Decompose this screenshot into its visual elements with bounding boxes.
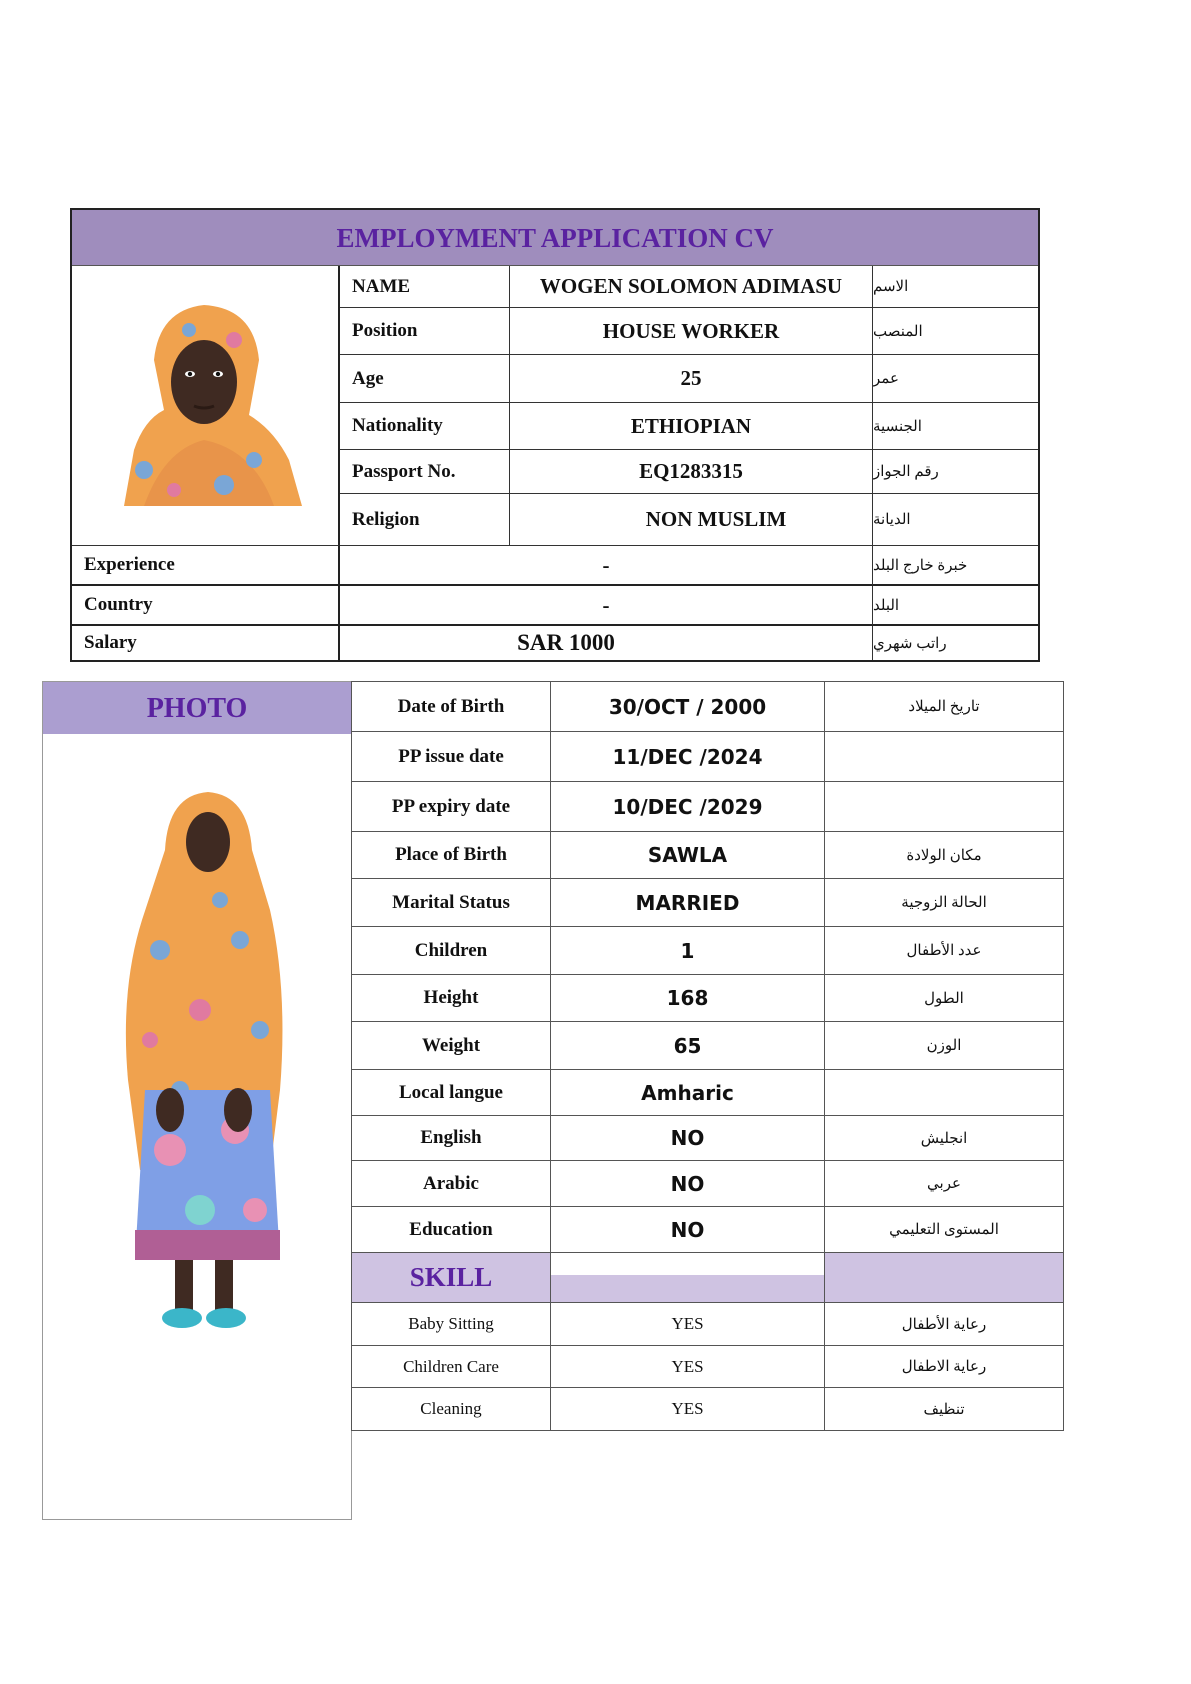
cv-title: EMPLOYMENT APPLICATION CV	[72, 210, 1038, 266]
children-arabic: عدد الأطفال	[825, 927, 1064, 975]
salary-label: Salary	[72, 626, 340, 660]
passport-label: Passport No.	[340, 450, 510, 494]
pp-expiry-label: PP expiry date	[351, 782, 551, 832]
dob-value: 30/OCT / 2000	[551, 681, 825, 732]
experience-arabic: خبرة خارج البلد	[873, 546, 1038, 586]
nationality-label: Nationality	[340, 403, 510, 450]
religion-arabic: الديانة	[873, 494, 1038, 546]
passport-arabic: رقم الجواز	[873, 450, 1038, 494]
weight-label: Weight	[351, 1022, 551, 1070]
skill-children-care-arabic: رعاية الاطفال	[825, 1346, 1064, 1388]
birthplace-value: SAWLA	[551, 832, 825, 879]
country-value: -	[340, 586, 873, 626]
pp-issue-label: PP issue date	[351, 732, 551, 782]
marital-arabic: الحالة الزوجية	[825, 879, 1064, 927]
local-language-arabic	[825, 1070, 1064, 1116]
country-arabic: البلد	[873, 586, 1038, 626]
pp-issue-value: 11/DEC /2024	[551, 732, 825, 782]
skill-baby-sitting-value: YES	[551, 1303, 825, 1346]
nationality-arabic: الجنسية	[873, 403, 1038, 450]
english-arabic: انجليش	[825, 1116, 1064, 1161]
experience-value: -	[340, 546, 873, 586]
english-value: NO	[551, 1116, 825, 1161]
height-arabic: الطول	[825, 975, 1064, 1022]
skill-header-blank	[551, 1253, 825, 1303]
country-label: Country	[72, 586, 340, 626]
nationality-value: ETHIOPIAN	[510, 403, 873, 450]
experience-label: Experience	[72, 546, 340, 586]
marital-label: Marital Status	[351, 879, 551, 927]
children-label: Children	[351, 927, 551, 975]
skill-baby-sitting-label: Baby Sitting	[351, 1303, 551, 1346]
education-label: Education	[351, 1207, 551, 1253]
skill-header-blank-ar	[825, 1253, 1064, 1303]
pp-expiry-value: 10/DEC /2029	[551, 782, 825, 832]
skill-baby-sitting-arabic: رعاية الأطفال	[825, 1303, 1064, 1346]
age-arabic: عمر	[873, 355, 1038, 403]
children-value: 1	[551, 927, 825, 975]
dob-arabic: تاريخ الميلاد	[825, 681, 1064, 732]
details-table	[351, 681, 1064, 1431]
skill-cleaning-arabic: تنظيف	[825, 1388, 1064, 1431]
age-label: Age	[340, 355, 510, 403]
name-value: WOGEN SOLOMON ADIMASU	[510, 266, 873, 308]
skill-children-care-value: YES	[551, 1346, 825, 1388]
arabic-value: NO	[551, 1161, 825, 1207]
salary-arabic: راتب شهري	[873, 635, 947, 652]
position-value: HOUSE WORKER	[510, 308, 873, 355]
arabic-arabic: عربي	[825, 1161, 1064, 1207]
religion-value: NON MUSLIM	[510, 494, 873, 546]
position-arabic: المنصب	[873, 308, 1038, 355]
pp-issue-arabic	[825, 732, 1064, 782]
birthplace-label: Place of Birth	[351, 832, 551, 879]
english-label: English	[351, 1116, 551, 1161]
religion-label: Religion	[340, 494, 510, 546]
dob-label: Date of Birth	[351, 681, 551, 732]
skill-cleaning-label: Cleaning	[351, 1388, 551, 1431]
passport-value: EQ1283315	[510, 450, 873, 494]
name-label: NAME	[340, 266, 510, 308]
arabic-label: Arabic	[351, 1161, 551, 1207]
education-arabic: المستوى التعليمي	[825, 1207, 1064, 1253]
weight-arabic: الوزن	[825, 1022, 1064, 1070]
skill-cleaning-value: YES	[551, 1388, 825, 1431]
salary-value: SAR 1000	[340, 626, 873, 660]
birthplace-arabic: مكان الولادة	[825, 832, 1064, 879]
full-body-photo	[120, 790, 290, 1342]
skill-children-care-label: Children Care	[351, 1346, 551, 1388]
pp-expiry-arabic	[825, 782, 1064, 832]
skill-heading: SKILL	[351, 1253, 551, 1303]
marital-value: MARRIED	[551, 879, 825, 927]
weight-value: 65	[551, 1022, 825, 1070]
headshot-photo	[104, 300, 302, 506]
education-value: NO	[551, 1207, 825, 1253]
local-language-label: Local langue	[351, 1070, 551, 1116]
height-value: 168	[551, 975, 825, 1022]
height-label: Height	[351, 975, 551, 1022]
name-arabic: الاسم	[873, 266, 1038, 308]
age-value: 25	[510, 355, 873, 403]
position-label: Position	[340, 308, 510, 355]
local-language-value: Amharic	[551, 1070, 825, 1116]
photo-heading: PHOTO	[43, 682, 351, 734]
